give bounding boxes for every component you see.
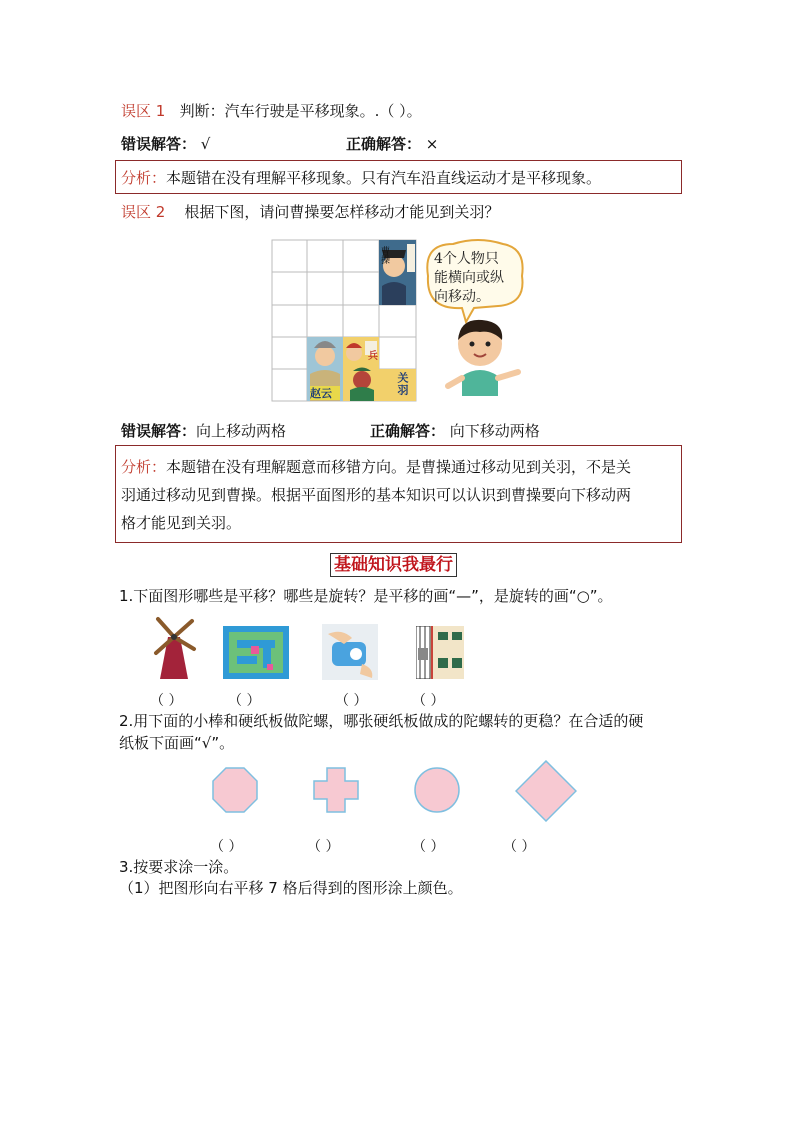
analysis-line-3: 格才能见到关羽。 [121, 514, 242, 532]
mistake1-wrong-answer [121, 134, 210, 154]
wrong-label: 错误解答： [121, 135, 197, 153]
q1-blank-4[interactable]: （ ） [412, 693, 445, 709]
mistake2-analysis-box [115, 445, 682, 543]
bubble-text [434, 250, 504, 307]
section-title: 基础知识我最行 [330, 553, 457, 577]
q2-blank-2[interactable]: （ ） [307, 839, 340, 855]
q3-title: 3.按要求涂一涂。 [119, 858, 239, 876]
zhaoyun-label: 赵云 [310, 387, 332, 400]
maze-image [223, 626, 289, 679]
wrong-value: 向上移动两格 [196, 422, 287, 440]
right-label: 正确解答： [346, 135, 422, 153]
guanyu-label: 关羽 [396, 372, 409, 396]
q2-line-1: 2.用下面的小棒和硬纸板做陀螺，哪张硬纸板做成的陀螺转的更稳？在合适的硬 [119, 712, 644, 730]
analysis-line-2: 羽通过移动见到曹操。根据平面图形的基本知识可以认识到曹操要向下移动两 [121, 486, 632, 504]
right-label: 正确解答： [370, 422, 446, 440]
bubble-line-2: 能横向或纵 [434, 270, 504, 286]
caocao-label: 曹操 [379, 246, 389, 264]
mistake1-tag: 误区 1 [121, 102, 166, 120]
analysis-label: 分析： [121, 169, 167, 187]
bing-label: 兵 [368, 351, 378, 362]
bubble-line-1: 4个人物只 [434, 251, 499, 267]
q1-blank-1[interactable]: （ ） [150, 693, 183, 709]
q2-blank-1[interactable]: （ ） [210, 839, 243, 855]
octagon-shape [212, 767, 258, 813]
mistake2-line [121, 202, 499, 222]
bubble-line-3: 向移动。 [434, 289, 490, 305]
analysis-line-1: 本题错在没有理解题意而移错方向。是曹操通过移动见到关羽，不是关 [166, 458, 632, 476]
wrong-label: 错误解答： [121, 422, 197, 440]
cross-shape [313, 767, 359, 813]
mistake1-question: 判断：汽车行驶是平移现象。.（ ）。 [179, 102, 422, 120]
q2-blank-3[interactable]: （ ） [412, 839, 445, 855]
mistake2-right-answer [370, 421, 540, 441]
analysis-text: 本题错在没有理解平移现象。只有汽车沿直线运动才是平移现象。 [166, 169, 602, 187]
q1-text: 1.下面图形哪些是平移？哪些是旋转？是平移的画“—”，是旋转的画“○”。 [119, 587, 613, 605]
circle-shape [414, 767, 460, 813]
mistake2-wrong-answer [121, 421, 286, 441]
diamond-shape [515, 760, 577, 822]
analysis-label: 分析： [121, 458, 167, 476]
mistake1-right-answer [346, 134, 438, 154]
q1-blank-2[interactable]: （ ） [228, 693, 261, 709]
windmill-image [150, 615, 198, 679]
mistake1-analysis-box [115, 160, 682, 194]
right-value: × [425, 135, 439, 153]
q2-line-2: 纸板下面画“√”。 [119, 734, 235, 752]
right-value: 向下移动两格 [449, 422, 540, 440]
q1-blank-3[interactable]: （ ） [335, 693, 368, 709]
elevator-image [416, 626, 464, 679]
mistake2-tag: 误区 2 [121, 203, 166, 221]
mistake1-line [121, 101, 422, 121]
q3-item-1: （1）把图形向右平移 7 格后得到的图形涂上颜色。 [119, 879, 463, 897]
mistake2-question: 根据下图，请问曹操要怎样移动才能见到关羽？ [184, 203, 500, 221]
q2-blank-4[interactable]: （ ） [503, 839, 536, 855]
wrong-value: √ [200, 135, 211, 153]
sharpener-image [322, 624, 378, 680]
